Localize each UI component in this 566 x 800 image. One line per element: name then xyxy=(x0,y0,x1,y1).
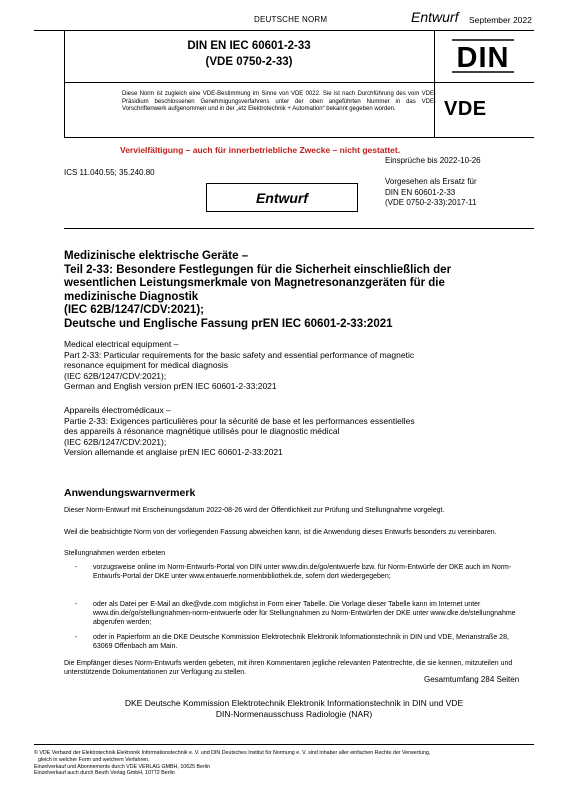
german-title-line: (IEC 62B/1247/CDV:2021); xyxy=(64,304,204,317)
din-logo xyxy=(452,38,514,74)
replacement-line-2: DIN EN 60601-2-33 xyxy=(385,187,456,197)
footer-rule xyxy=(34,744,534,745)
footer-line-3: Einzelverkauf und Abonnements durch VDE VERLAG GMBH, 10625 Berlin xyxy=(34,763,211,770)
dke-line-1: DKE Deutsche Kommission Elektrotechnik Elektronik Informationstechnik in DIN und VDE xyxy=(124,698,464,708)
dke-line-2: DIN-Normenausschuss Radiologie (NAR) xyxy=(215,708,373,719)
entwurf-stamp: Entwurf xyxy=(206,183,358,212)
english-title xyxy=(64,339,524,392)
vde-classification: (VDE 0750-2-33) xyxy=(205,56,293,68)
header-norm-label: DEUTSCHE NORM xyxy=(254,15,328,24)
list-item-text: oder als Datei per E-Mail an dke@vde.com möglichst in Form einer Tabelle. Die Vorlage dieser Tabelle kann im Internet unter www.din.de/go/stellungnahmen-norm-entwuerfe oder für Stellungnahmen zu Norm-Entwürfen der DKE unter www.dke.de/stellungnahme abgerufen werden; xyxy=(93,601,516,627)
french-title-line: Version allemande et anglaise prEN IEC 60601-2-33:2021 xyxy=(64,447,283,458)
copyright-footer xyxy=(34,750,534,777)
footer-line-1: © VDE Verband der Elektrotechnik Elektronik Informationstechnik e. V. und DIN Deutsches Institut für Normung e. V. sind Inhaber aller einfachen Rechte der Verwertung, xyxy=(34,750,431,756)
german-title-line: wesentlichen Leistungsmerkmale von Magnetresonanzgeräten für die xyxy=(64,277,445,290)
bullet-marker: - xyxy=(75,564,78,571)
dke-committee xyxy=(64,698,524,720)
french-title-line: des appareils à résonance magnétique utilisés pour le diagnostic médical xyxy=(64,426,340,437)
german-title-line: Deutsche und Englische Fassung prEN IEC 60601-2-33:2021 xyxy=(64,317,393,330)
german-title-line: Teil 2-33: Besondere Festlegungen für die Sicherheit einschließlich der xyxy=(64,263,452,276)
paragraph-3: Stellungnahmen werden erbeten xyxy=(64,550,166,557)
english-title-line: German and English version prEN IEC 60601-2-33:2021 xyxy=(64,381,277,392)
vde-note: Diese Norm ist zugleich eine VDE-Bestimmung im Sinne von VDE 0022. Sie ist nach Durchführung des vom VDE-Präsidium beschlossenen Genehmigungsverfahrens unter der oben angeführten Nummer in das VDE-Vorschriftenwerk aufgenommen und in der „etz Elektrotechnik + Automation“ bekannt gegeben worden. xyxy=(122,91,436,113)
replacement-note xyxy=(385,177,477,209)
german-title-line: Medizinische elektrische Geräte – xyxy=(64,250,249,262)
ics-bottom-rule xyxy=(64,228,534,229)
din-logo-text: DIN xyxy=(456,42,510,74)
total-pages: Gesamtumfang 284 Seiten xyxy=(424,675,520,684)
english-title-line: Medical electrical equipment – xyxy=(64,339,179,349)
title-bottom-rule xyxy=(64,82,534,83)
german-title xyxy=(64,250,524,332)
vde-bottom-rule xyxy=(64,137,534,138)
objection-deadline: Einsprüche bis 2022-10-26 xyxy=(385,156,481,165)
paragraph-1: Dieser Norm-Entwurf mit Erscheinungsdatum 2022-08-26 wird der Öffentlichkeit zur Prüfung und Stellungnahme vorgelegt. xyxy=(64,507,445,514)
french-title xyxy=(64,405,524,458)
english-title-line: Part 2-33: Particular requirements for the basic safety and essential performance of magnetic xyxy=(64,349,415,360)
vde-logo: VDE xyxy=(444,98,487,120)
french-title-line: Appareils électromédicaux – xyxy=(64,405,171,415)
list-item-text: vorzugsweise online im Norm-Entwurfs-Portal von DIN unter www.din.de/go/entwuerfe bzw. für Norm-Entwürfe der DKE auch im Norm-Entwurfs-Portal der DKE unter www.entwuerfe.normenbibliothek.de, sofern dort wiedergegeben; xyxy=(93,564,512,581)
top-rule xyxy=(34,30,534,31)
ics-codes: ICS 11.040.55; 35.240.80 xyxy=(64,168,155,177)
bullet-marker: - xyxy=(75,634,78,641)
bullet-marker: - xyxy=(75,601,78,608)
german-title-line: medizinische Diagnostik xyxy=(64,290,199,303)
footer-line-4: Einzelverkauf auch durch Beuth Verlag GmbH, 10772 Berlin xyxy=(34,770,175,777)
paragraph-2: Weil die beabsichtigte Norm von der vorliegenden Fassung abweichen kann, ist die Anwendung dieses Entwurfs besonders zu vereinbaren. xyxy=(64,529,497,536)
reproduction-warning: Vervielfältigung – auch für innerbetriebliche Zwecke – nicht gestattet. xyxy=(120,145,401,155)
english-title-line: (IEC 62B/1247/CDV:2021); xyxy=(64,370,167,381)
header-date: September 2022 xyxy=(469,15,532,25)
section-heading-anwendungswarnvermerk: Anwendungswarnvermerk xyxy=(64,487,196,499)
footer-line-2: gleich in welcher Form und welchem Verfahren. xyxy=(38,756,150,763)
french-title-line: (IEC 62B/1247/CDV:2021); xyxy=(64,436,167,447)
document-number: DIN EN IEC 60601-2-33 xyxy=(187,40,311,52)
paragraph-4: Die Empfänger dieses Norm-Entwurfs werden gebeten, mit ihren Kommentaren jegliche relevanten Patentrechte, die sie kennen, mitzuteilen und unterstützende Dokumentationen zur Verfügung zu stellen. xyxy=(64,660,513,677)
replacement-line-3: (VDE 0750-2-33):2017-11 xyxy=(385,198,477,207)
header-entwurf-label: Entwurf xyxy=(411,9,459,25)
list-item-text: oder in Papierform an die DKE Deutsche Kommission Elektrotechnik Elektronik Informationstechnik in DIN und VDE, Merianstraße 28, 63069 Offenbach am Main. xyxy=(93,634,509,651)
replacement-line-1: Vorgesehen als Ersatz für xyxy=(385,177,477,186)
french-title-line: Partie 2-33: Exigences particulières pour la sécurité de base et les performances essentielles xyxy=(64,415,415,426)
english-title-line: resonance equipment for medical diagnosis xyxy=(64,360,228,371)
